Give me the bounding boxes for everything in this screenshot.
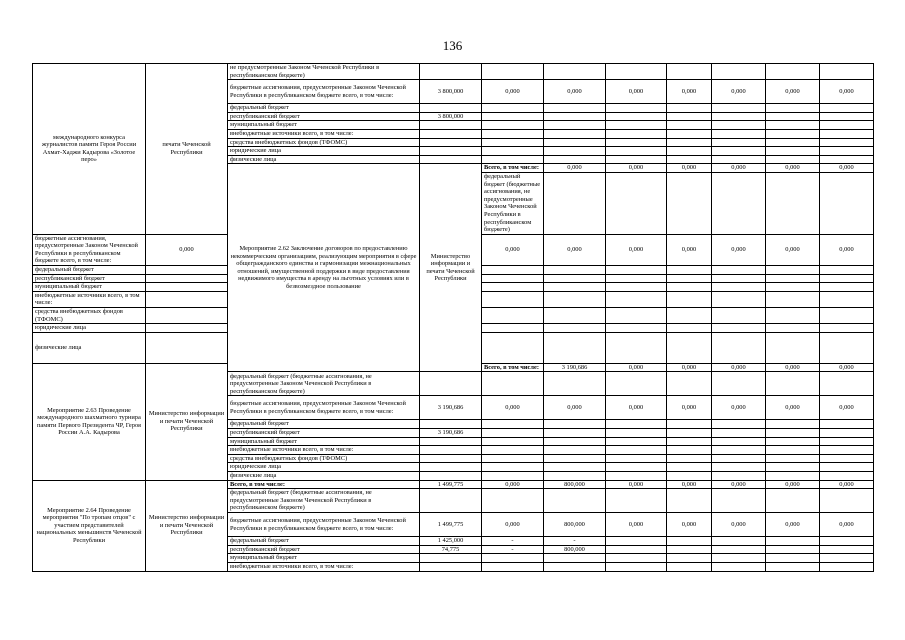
value-cell: 0,000 [606, 396, 667, 420]
source-cell: бюджетные ассигнования, предусмотренные Законом Чеченской Республики в республиканском бюджете всего, в том числе: [228, 396, 420, 420]
value-cell: 0,000 [482, 234, 544, 265]
value-cell: 0,000 [482, 513, 544, 537]
value-cell: 3 190,686 [420, 396, 482, 420]
value-cell: 74,775 [420, 545, 482, 554]
source-cell: бюджетные ассигнования, предусмотренные Законом Чеченской Республики в республиканском бюджете всего, в том числе: [33, 234, 146, 265]
source-cell: средства внебюджетных фондов (ТФОМС) [33, 308, 146, 324]
executor-cell: Министерство информации и печати Чеченской Республики [420, 164, 482, 372]
value-cell: 0,000 [606, 164, 667, 173]
measure-cell: международного конкурса журналистов памяти Героя России Ахмат-Хаджи Кадырова «Золотое перо» [33, 64, 146, 235]
source-cell: муниципальный бюджет [228, 121, 420, 130]
value-cell: 3 190,686 [544, 363, 606, 372]
value-cell: 0,000 [712, 363, 766, 372]
value-cell: 0,000 [606, 513, 667, 537]
source-cell: муниципальный бюджет [228, 437, 420, 446]
value-cell: 0,000 [146, 234, 228, 265]
budget-table [32, 63, 874, 572]
value-cell: 0,000 [544, 80, 606, 104]
value-cell: 0,000 [667, 363, 712, 372]
value-cell: - [482, 545, 544, 554]
source-cell: физические лица [228, 471, 420, 480]
value-cell: 0,000 [766, 164, 820, 173]
table-row [33, 480, 874, 489]
value-cell: 0,000 [712, 234, 766, 265]
value-cell: 0,000 [820, 513, 874, 537]
value-cell: 0,000 [667, 396, 712, 420]
value-cell: 3 800,000 [420, 80, 482, 104]
source-cell: федеральный бюджет (бюджетные ассигнования, не предусмотренные Законом Чеченской Республики в республиканском бюджете) [482, 172, 544, 234]
value-cell: 0,000 [482, 396, 544, 420]
source-cell: Всего, в том числе: [482, 363, 544, 372]
source-cell: юридические лица [228, 463, 420, 472]
table-row [33, 64, 874, 80]
source-cell: средства внебюджетных фондов (ТФОМС) [228, 138, 420, 147]
value-cell: 0,000 [606, 480, 667, 489]
value-cell: 0,000 [667, 480, 712, 489]
value-cell: 0,000 [667, 80, 712, 104]
source-cell: муниципальный бюджет [33, 283, 146, 292]
executor-cell: Министерство информации и печати Чеченской Республики [146, 363, 228, 480]
source-cell: средства внебюджетных фондов (ТФОМС) [228, 454, 420, 463]
value-cell: 0,000 [544, 234, 606, 265]
measure-cell: Мероприятие 2.63 Проведение международного шахматного турнира памяти Первого Президента ЧР, Героя России А.А. Кадырова [33, 363, 146, 480]
value-cell: 0,000 [667, 234, 712, 265]
source-cell: федеральный бюджет (бюджетные ассигнования, не предусмотренные Законом Чеченской Республики в республиканском бюджете) [228, 489, 420, 513]
value-cell: 1 425,000 [420, 537, 482, 546]
value-cell: 0,000 [606, 363, 667, 372]
source-cell: федеральный бюджет [33, 266, 146, 275]
source-cell: юридические лица [33, 324, 146, 333]
source-cell: федеральный бюджет [228, 537, 420, 546]
source-cell: федеральный бюджет [228, 104, 420, 113]
value-cell: 0,000 [667, 513, 712, 537]
source-cell: юридические лица [228, 147, 420, 156]
source-cell: федеральный бюджет [228, 420, 420, 429]
source-cell: Всего, в том числе: [482, 164, 544, 173]
source-cell: федеральный бюджет (бюджетные ассигнования, не предусмотренные Законом Чеченской Республики в республиканском бюджете) [228, 372, 420, 396]
source-cell: внебюджетные источники всего, в том числе: [33, 291, 146, 307]
source-cell: бюджетные ассигнования, предусмотренные Законом Чеченской Республики в республиканском бюджете всего, в том числе: [228, 513, 420, 537]
value-cell: 0,000 [820, 363, 874, 372]
value-cell: 0,000 [712, 164, 766, 173]
value-cell: 0,000 [820, 234, 874, 265]
value-cell: 0,000 [766, 513, 820, 537]
value-cell: 0,000 [606, 80, 667, 104]
value-cell: 0,000 [712, 513, 766, 537]
measure-cell: Мероприятие 2.64 Проведение мероприятия "По тропам отцов" с участием представителей национальных меньшинств Чеченской Республики [33, 480, 146, 571]
value-cell: 3 190,686 [420, 429, 482, 438]
source-cell: Всего, в том числе: [228, 480, 420, 489]
source-cell: не предусмотренные Законом Чеченской Республики в республиканском бюджете) [228, 64, 420, 80]
value-cell: 800,000 [544, 513, 606, 537]
source-cell: физические лица [228, 155, 420, 164]
value-cell: 0,000 [482, 80, 544, 104]
value-cell: 3 800,000 [420, 112, 482, 121]
value-cell: 0,000 [820, 480, 874, 489]
source-cell: внебюджетные источники всего, в том числе: [228, 129, 420, 138]
source-cell: внебюджетные источники всего, в том числе: [228, 562, 420, 571]
value-cell: 0,000 [766, 234, 820, 265]
source-cell: внебюджетные источники всего, в том числе: [228, 446, 420, 455]
value-cell: 0,000 [766, 396, 820, 420]
value-cell: - [544, 537, 606, 546]
value-cell: 0,000 [606, 234, 667, 265]
value-cell: 0,000 [667, 164, 712, 173]
measure-cell: Мероприятие 2.62 Заключение договоров по предоставлению некоммерческим организациям, реализующим мероприятия в сфере общегражданского единства и гармонизации межнациональных отношений, имущественной поддержки в виде предоставления недвижимого имущества в аренду на льготных условиях или в безвозмездное пользование [228, 164, 420, 372]
source-cell: республиканский бюджет [228, 429, 420, 438]
source-cell: бюджетные ассигнования, предусмотренные Законом Чеченской Республики в республиканском бюджете всего, в том числе: [228, 80, 420, 104]
value-cell: 800,000 [544, 545, 606, 554]
source-cell: физические лица [33, 332, 146, 363]
value-cell: 0,000 [820, 396, 874, 420]
page-number: 136 [442, 38, 463, 53]
source-cell: республиканский бюджет [228, 112, 420, 121]
value-cell: 0,000 [482, 480, 544, 489]
source-cell: республиканский бюджет [33, 274, 146, 283]
value-cell: 0,000 [544, 164, 606, 173]
value-cell: 0,000 [712, 480, 766, 489]
source-cell: республиканский бюджет [228, 545, 420, 554]
value-cell: 0,000 [544, 396, 606, 420]
value-cell: 0,000 [766, 480, 820, 489]
value-cell: 0,000 [766, 363, 820, 372]
value-cell: 1 499,775 [420, 513, 482, 537]
value-cell: 0,000 [820, 80, 874, 104]
source-cell: муниципальный бюджет [228, 554, 420, 563]
value-cell: 0,000 [766, 80, 820, 104]
executor-cell: Министерство информации и печати Чеченской Республики [146, 480, 228, 571]
value-cell: - [482, 537, 544, 546]
value-cell: 1 499,775 [420, 480, 482, 489]
value-cell: 0,000 [820, 164, 874, 173]
executor-cell: печати Чеченской Республики [146, 64, 228, 235]
value-cell: 0,000 [712, 396, 766, 420]
value-cell: 800,000 [544, 480, 606, 489]
value-cell: 0,000 [712, 80, 766, 104]
